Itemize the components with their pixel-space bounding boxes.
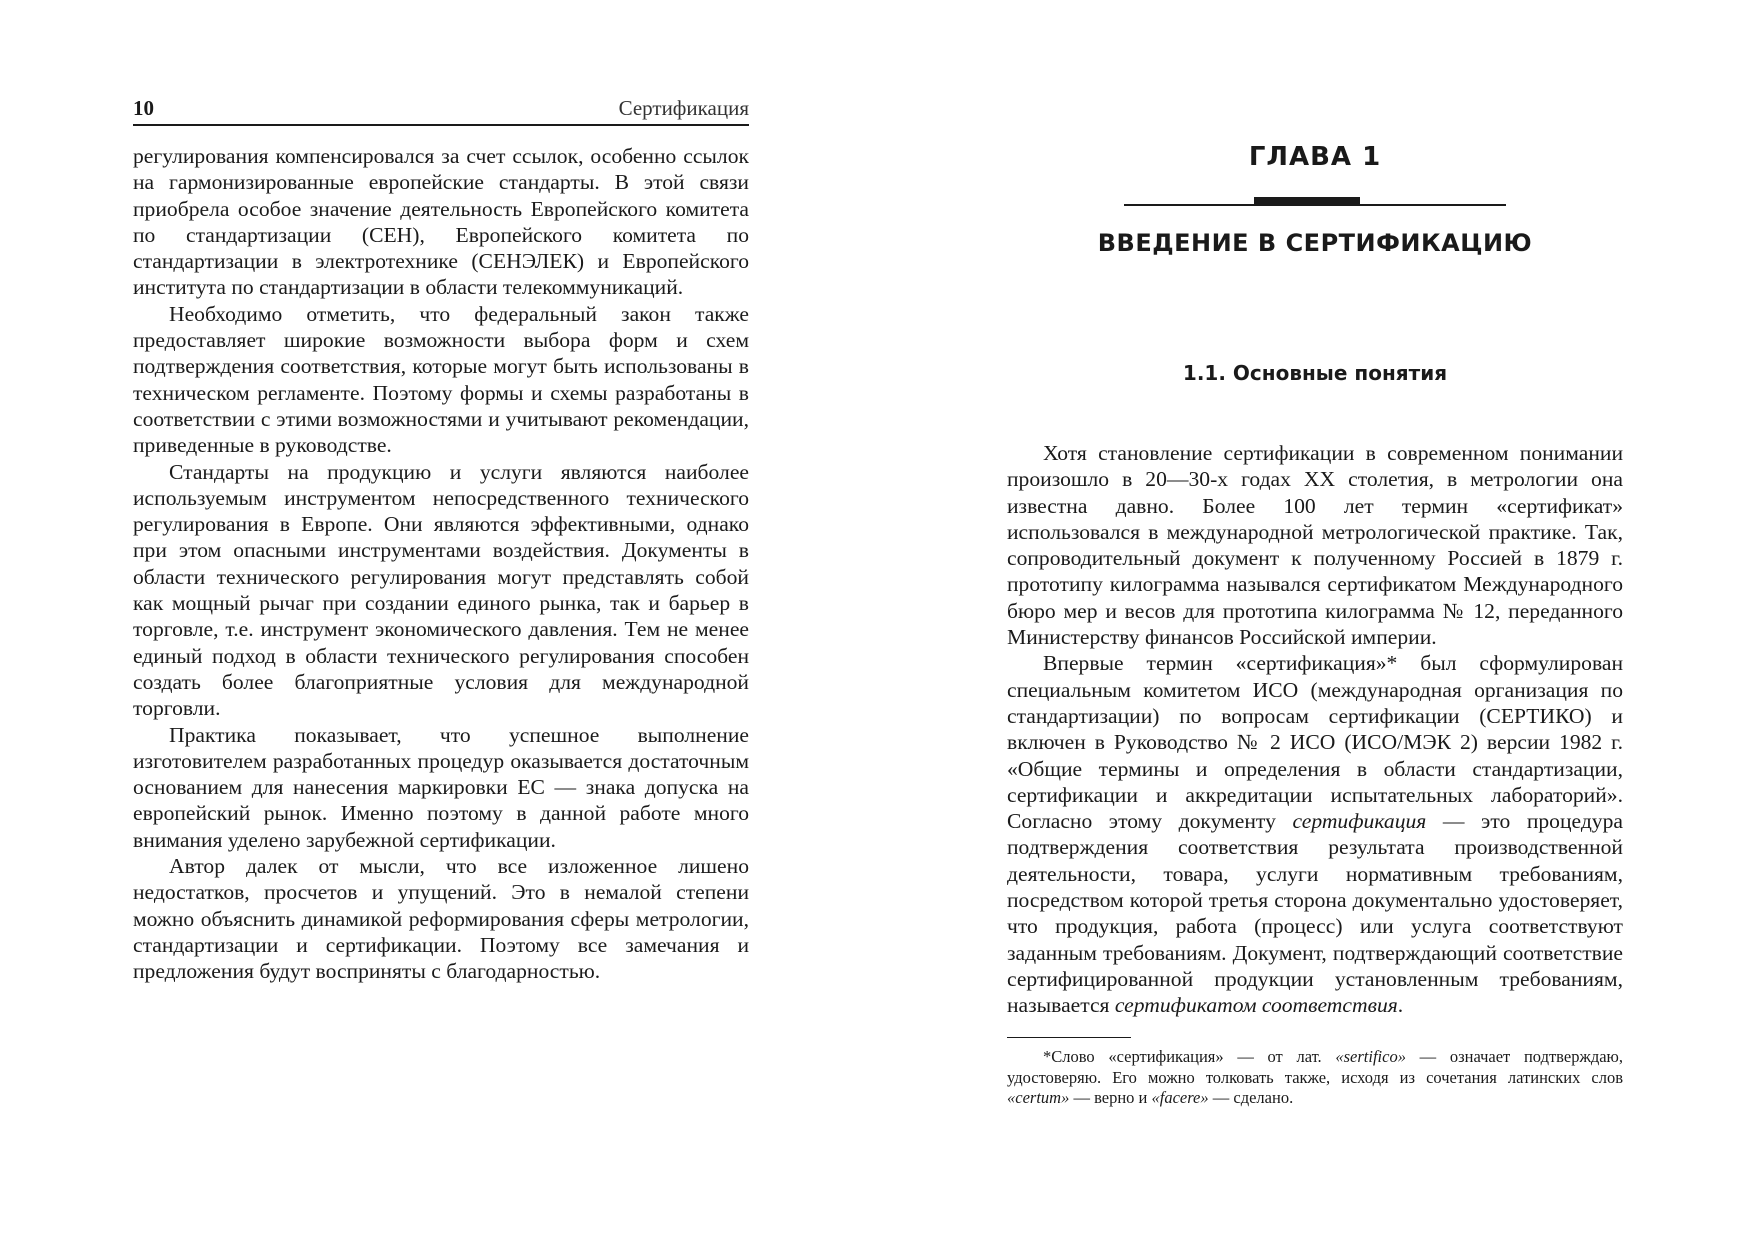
latin-word: «facere» (1151, 1088, 1209, 1107)
defined-term: сертификация (1292, 809, 1427, 834)
paragraph: Стандарты на продукцию и услуги являются наиболее используемым инструментом непосредственного технического регулирования в Европе. Они являются эффективными, однако при этом опасными инструментами воздействия. Документы в области технического регулирования могут представлять собой как мощный рычаг при создании единого рынка, так и барьер в торговле, т.е. инструмент экономического давления. Тем не менее единый подход в области технического регулирования способен создать более благоприятные условия для международной торговли. (133, 459, 749, 721)
chapter-title: ВВЕДЕНИЕ В СЕРТИФИКАЦИЮ (1097, 229, 1533, 257)
text-run: . (1397, 993, 1404, 1018)
right-body-text (1007, 440, 1623, 1019)
footnote-text (1007, 1047, 1623, 1109)
left-page (0, 0, 877, 1240)
latin-word: «sertifico» (1335, 1047, 1406, 1066)
latin-word: «certum» (1007, 1088, 1070, 1107)
text-run: — это процедура подтверждения соответствия результата производственной деятельности, товара, услуги нормативным требованиям, посредством которой третья сторона документально удостоверяет, что продукция, работа (процесс) или услуга соответствуют заданным требованиям. Документ, подтверждающий соответствие сертифицированной продукции установленным требованиям, называется (1007, 809, 1623, 1018)
text-run: — верно и (1069, 1088, 1152, 1107)
running-title: Сертификация (618, 96, 749, 120)
chapter-label: ГЛАВА 1 (1248, 142, 1382, 172)
paragraph: регулирования компенсировался за счет ссылок, особенно ссылок на гармонизированные европейские стандарты. В этой связи приобрела особое значение деятельность Европейского комитета по стандартизации (СЕН), Европейского комитета по стандартизации в электротехнике (СЕНЭЛЕК) и Европейского института по стандартизации в области телекоммуникаций. (133, 144, 749, 300)
paragraph: Автор далек от мысли, что все изложенное лишено недостатков, просчетов и упущений. Это в немалой степени можно объяснить динамикой реформирования сферы метрологии, стандартизации и сертификации. Поэтому все замечания и предложения будут восприняты с благодарностью. (133, 854, 749, 984)
chapter-rule-accent (1254, 197, 1360, 206)
text-run: — сделано. (1208, 1088, 1294, 1107)
paragraph: Практика показывает, что успешное выполнение изготовителем разработанных процедур оказывается достаточным основанием для нанесения маркировки ЕС — знака допуска на европейский рынок. Именно поэтому в данной работе много внимания уделено зарубежной сертификации. (133, 722, 749, 852)
footnote (1007, 1047, 1623, 1109)
section-title: 1.1. Основные понятия (1182, 361, 1448, 385)
running-header (133, 96, 749, 126)
footnote-rule (1007, 1037, 1131, 1038)
paragraph (1007, 650, 1623, 1018)
paragraph: Хотя становление сертификации в современном понимании произошло в 20—30-х годах XX столетия, в метрологии она известна давно. Более 100 лет термин «сертификат» использовался в международной метрологической практике. Так, сопроводительный документ к полученному Россией в 1879 г. прототипу килограмма назывался сертификатом Международного бюро мер и весов для прототипа килограмма № 12, переданного Министерству финансов Российской империи. (1007, 441, 1623, 650)
page-number: 10 (133, 96, 154, 120)
paragraph: Необходимо отметить, что федеральный закон также предоставляет широкие возможности выбора форм и схем подтверждения соответствия, которые могут быть использованы в техническом регламенте. Поэтому формы и схемы разработаны в соответствии с этими возможностями и учитывают рекомендации, приведенные в руководстве. (133, 301, 749, 458)
left-body-text (133, 143, 749, 985)
defined-term: сертификатом соответствия (1114, 993, 1398, 1018)
text-run: Впервые термин «сертификация»* был сформулирован специальным комитетом ИСО (международная организация по стандартизации) по вопросам сертификации (СЕРТИКО) и включен в Руководство № 2 ИСО (ИСО/МЭК 2) версии 1982 г. «Общие термины и определения в области стандартизации, сертификации и аккредитации испытательных лабораторий». Согласно этому документу (1007, 651, 1623, 834)
text-run: — означает подтверждаю, удостоверяю. Его можно толковать также, исходя из сочетания латинских слов (1007, 1047, 1624, 1087)
text-run: *Слово «сертификация» — от лат. (1043, 1047, 1336, 1066)
